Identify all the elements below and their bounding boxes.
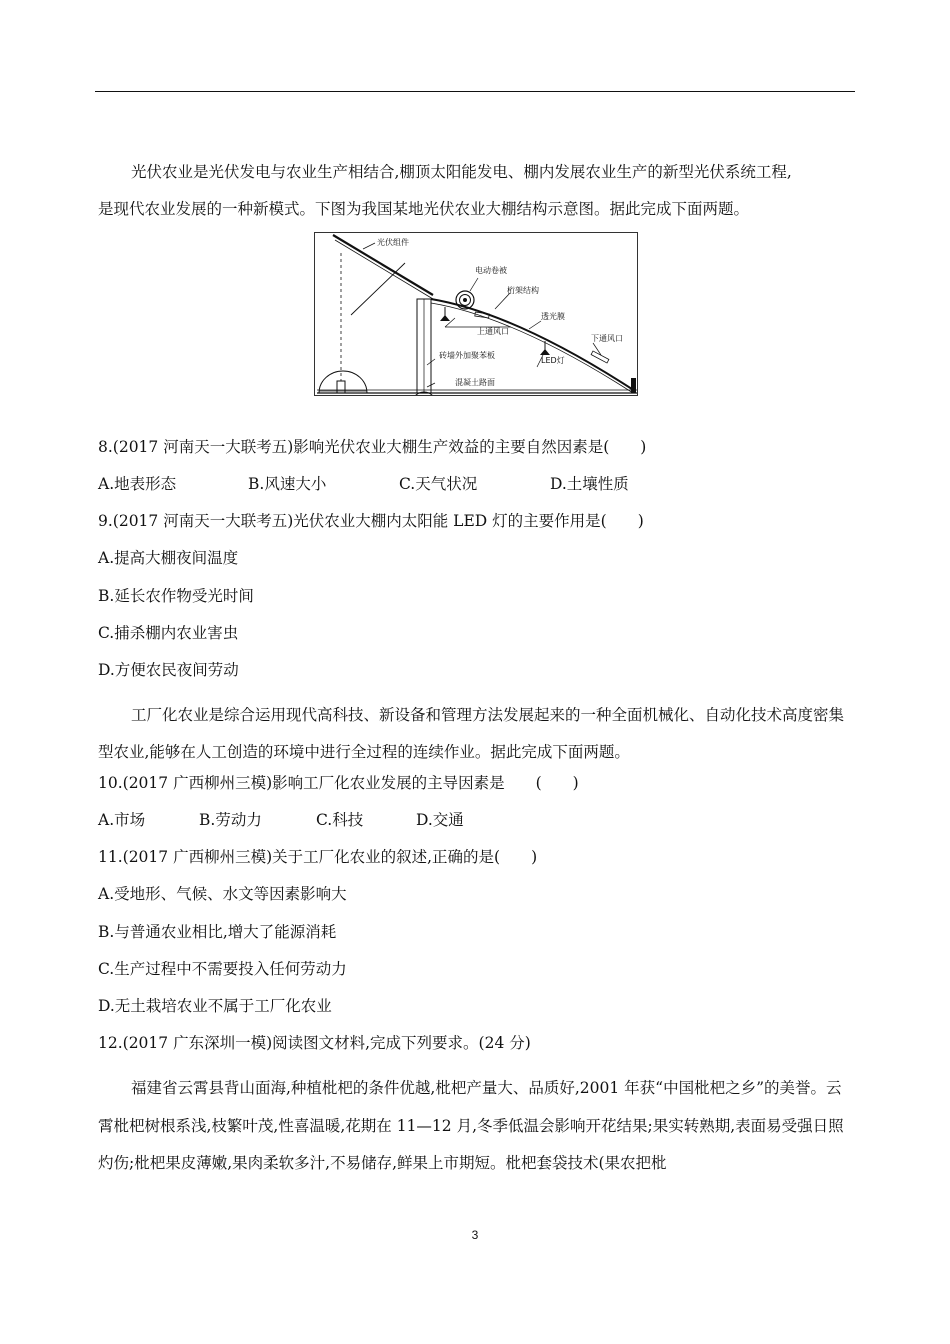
intro1-line1: 光伏农业是光伏发电与农业生产相结合,棚顶太阳能发电、棚内发展农业生产的新型光伏系统工程, — [131, 163, 792, 181]
intro1-line2: 是现代农业发展的一种新模式。下图为我国某地光伏农业大棚结构示意图。据此完成下面两题。 — [98, 200, 750, 218]
label-roller: 电动卷被 — [475, 266, 507, 275]
q10-option-a: A.市场 — [98, 811, 146, 829]
label-upper-vent: 上通风口 — [477, 327, 509, 336]
q8-option-c: C.天气状况 — [399, 475, 478, 493]
q8-stem: 8.(2017 河南天一大联考五)影响光伏农业大棚生产效益的主要自然因素是( ) — [98, 438, 647, 456]
q11-stem: 11.(2017 广西柳州三模)关于工厂化农业的叙述,正确的是( ) — [98, 848, 538, 866]
greenhouse-diagram — [314, 232, 638, 396]
page-number: 3 — [471, 1228, 479, 1242]
q9-stem: 9.(2017 河南天一大联考五)光伏农业大棚内太阳能 LED 灯的主要作用是( ) — [98, 512, 644, 530]
q8-option-b: B.风速大小 — [248, 475, 327, 493]
label-road: 混凝土路面 — [455, 378, 495, 387]
label-wall: 砖墙外加聚苯板 — [439, 351, 495, 360]
q9-option-d: D.方便农民夜间劳动 — [98, 661, 239, 679]
q8-option-d: D.土壤性质 — [550, 475, 629, 493]
q11-option-d: D.无土栽培农业不属于工厂化农业 — [98, 997, 332, 1015]
label-lower-vent: 下通风口 — [591, 334, 623, 343]
q10-option-c: C.科技 — [316, 811, 364, 829]
support-rod — [351, 263, 405, 315]
intro2-paragraph: 工厂化农业是综合运用现代高科技、新设备和管理方法发展起来的一种全面机械化、自动化技术高度密集型农业,能够在人工创造的环境中进行全过程的连续作业。据此完成下面两题。 — [98, 706, 845, 761]
q11-option-c: C.生产过程中不需要投入任何劳动力 — [98, 960, 347, 978]
q8-option-a: A.地表形态 — [98, 475, 177, 493]
q11-option-b: B.与普通农业相比,增大了能源消耗 — [98, 923, 337, 941]
q10-option-d: D.交通 — [416, 811, 464, 829]
q10-stem: 10.(2017 广西柳州三模)影响工厂化农业发展的主导因素是 ( ) — [98, 774, 579, 792]
q12-body: 福建省云霄县背山面海,种植枇杷的条件优越,枇杷产量大、品质好,2001 年获“中国枇杷之乡”的美誉。云霄枇杷树根系浅,枝繁叶茂,性喜温暖,花期在 11—12 月,冬季低温会影响开花结果;果实转熟期,表面易受强日照灼伤;枇杷果皮薄嫩,果肉柔软多汁,不易储存,鲜果上市期短。枇杷套袋技术(果农把枇 — [98, 1079, 844, 1172]
q8-options — [98, 474, 798, 494]
q10-option-b: B.劳动力 — [199, 811, 262, 829]
label-film: 透光膜 — [541, 312, 565, 321]
q11-option-a: A.受地形、气候、水文等因素影响大 — [98, 885, 347, 903]
q9-option-b: B.延长农作物受光时间 — [98, 587, 254, 605]
greenhouse-svg — [315, 233, 637, 395]
q9-option-c: C.捕杀棚内农业害虫 — [98, 624, 239, 642]
label-led: LED灯 — [541, 356, 565, 365]
q12-stem: 12.(2017 广东深圳一模)阅读图文材料,完成下列要求。(24 分) — [98, 1034, 531, 1052]
label-frame: 桁架结构 — [507, 286, 539, 295]
q10-options — [98, 810, 798, 830]
header-rule — [95, 91, 855, 92]
end-post — [631, 378, 636, 393]
label-pv: 光伏组件 — [377, 238, 409, 247]
q9-option-a: A.提高大棚夜间温度 — [98, 549, 239, 567]
